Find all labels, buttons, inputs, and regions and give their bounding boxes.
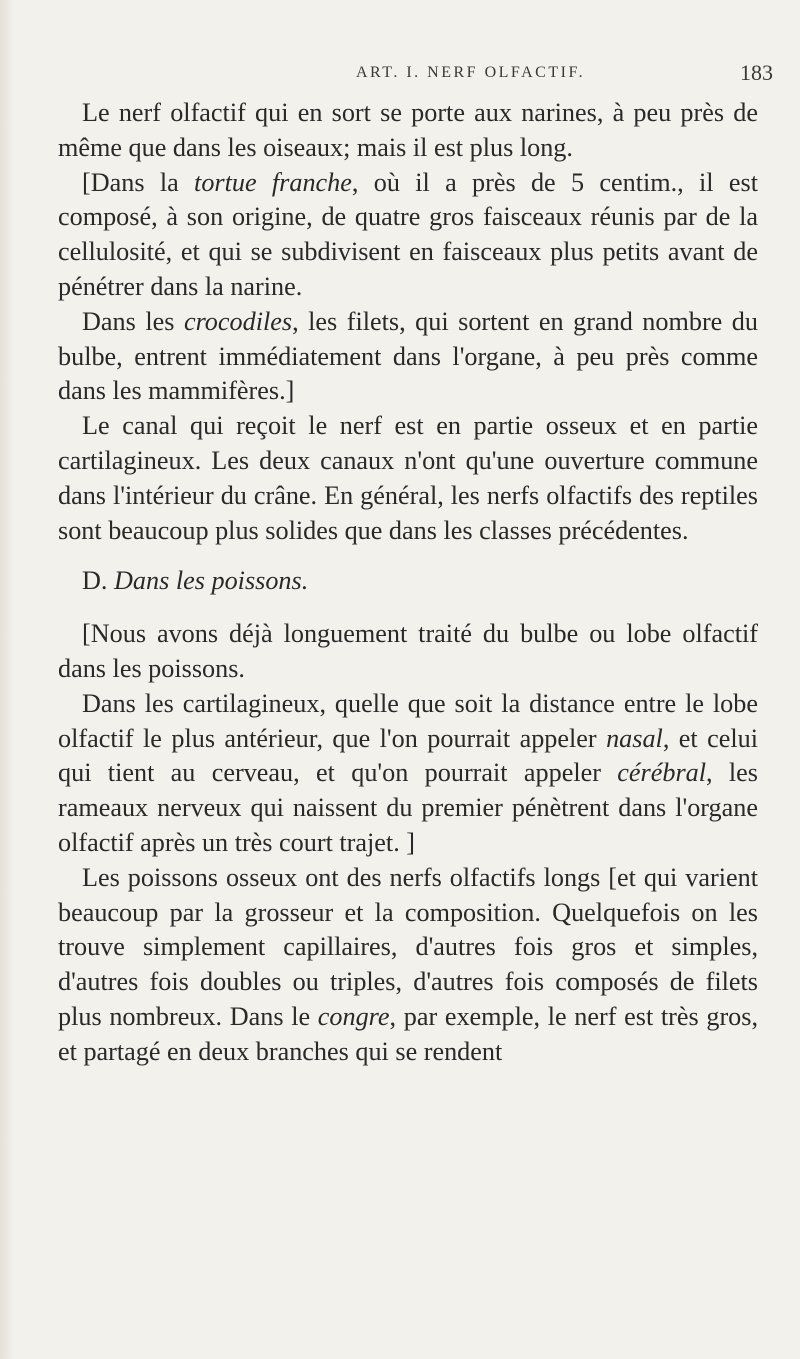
page-header <box>0 60 800 90</box>
heading-letter: D. <box>82 566 108 596</box>
paragraph <box>58 861 758 1070</box>
page-number: 183 <box>740 60 773 85</box>
page-edge-shadow <box>0 0 14 1359</box>
section-heading <box>58 564 758 599</box>
text-run: , les rameaux nerveux qui naissent du premier pénètrent dans l'organe olfactif après un très court trajet. ] <box>58 758 758 857</box>
text-run: , les filets, qui sortent en grand nombre du bulbe, entrent immédiatement dans l'organe, à peu près comme dans les mammifères.] <box>58 306 758 406</box>
text-run: Les poissons osseux ont des nerfs olfactifs longs [et qui varient beaucoup par la grosseur et la composition. Quelquefois on les trouve simplement capillaires, d'autres fois gros et simples, d'autres fois doubles ou triples, d'autres fois composés de filets plus nombreux. Dans le <box>58 862 758 1031</box>
paragraph <box>58 409 758 548</box>
text-run: Le nerf olfactif qui en sort se porte aux narines, à peu près de même que dans les oiseaux; mais il est plus long. <box>58 98 758 162</box>
text-run: , et celui qui tient au cerveau, et qu'on pourrait appeler <box>58 723 759 788</box>
text-run: Dans les cartilagineux, quelle que soit la distance entre le lobe olfactif le plus antérieur, que l'on pourrait appeler <box>58 688 758 753</box>
running-head: ART. I. NERF OLFACTIF. <box>356 64 586 81</box>
italic-term: tortue franche <box>194 167 352 197</box>
paragraph <box>58 305 758 409</box>
page-body <box>58 96 758 1070</box>
italic-term: nasal <box>606 723 663 753</box>
paragraph <box>58 617 758 687</box>
italic-term: crocodiles <box>183 306 293 336</box>
paragraph <box>58 96 758 166</box>
heading-title: Dans les poissons. <box>114 566 309 596</box>
paragraph <box>58 166 758 305</box>
text-run: [Dans la <box>82 167 195 197</box>
italic-term: congre <box>317 1001 390 1031</box>
text-run: [Nous avons déjà longuement traité du bulbe ou lobe olfactif dans les poissons. <box>58 619 758 683</box>
italic-term: cérébral <box>617 758 707 788</box>
text-run: , où il a près de 5 centim., il est composé, à son origine, de quatre gros faisceaux réunis par de la cellulosité, et qui se subdivisent en faisceaux plus petits avant de pénétrer dans la narine. <box>58 167 758 301</box>
text-run: Le canal qui reçoit le nerf est en partie osseux et en partie cartilagineux. Les deux canaux n'ont qu'une ouverture commune dans l'intérieur du crâne. En général, les nerfs olfactifs des reptiles sont beaucoup plus solides que dans les classes précédentes. <box>58 411 758 545</box>
text-run: , par exemple, le nerf est très gros, et partagé en deux branches qui se rendent <box>58 1001 758 1066</box>
text-run: Dans les <box>82 306 184 336</box>
paragraph <box>58 687 758 861</box>
